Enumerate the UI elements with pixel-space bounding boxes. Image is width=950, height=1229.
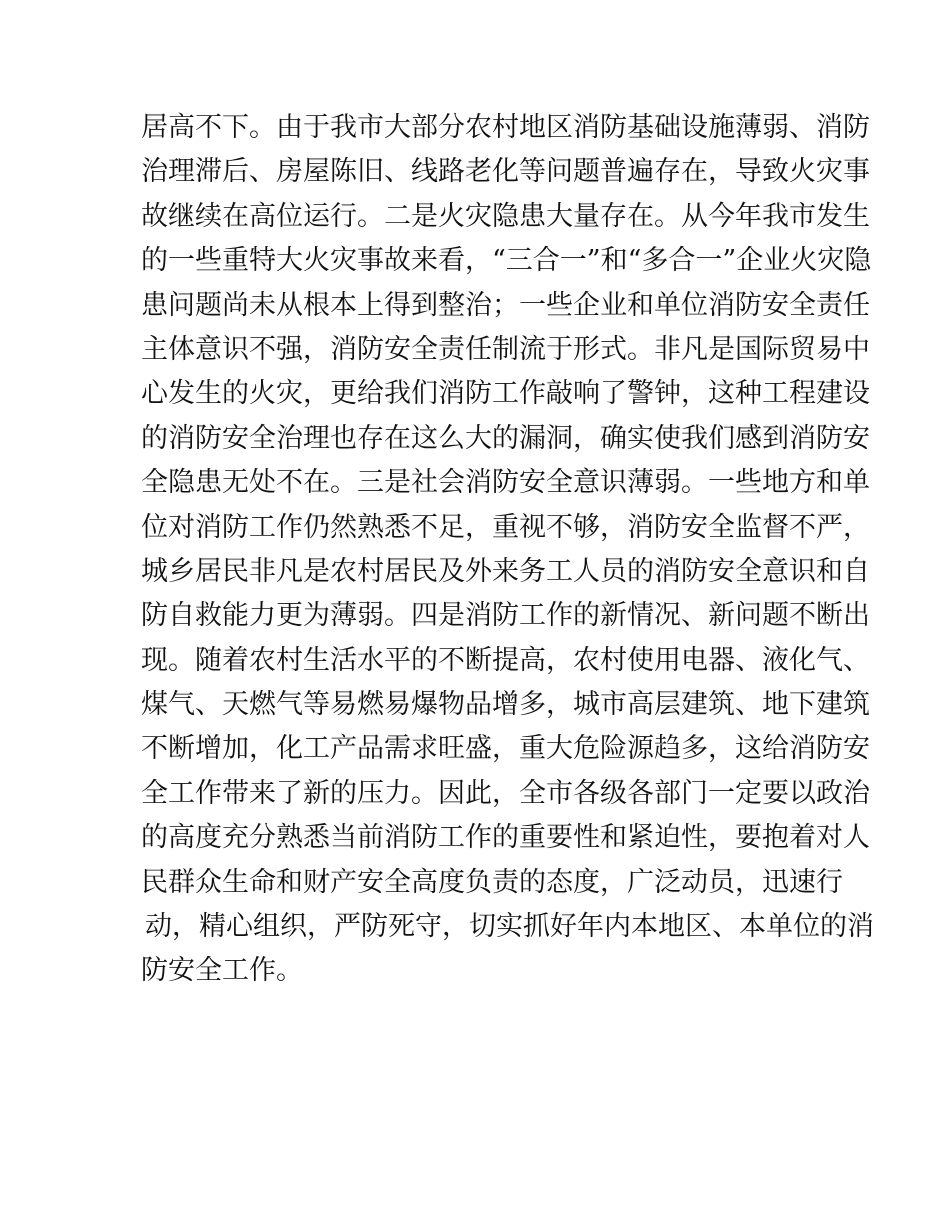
text-line: 不断增加，化工产品需求旺盛，重大危险源趋多，这给消防安 [141,733,870,765]
text-line: 防自救能力更为薄弱。四是消防工作的新情况、新问题不断出 [141,600,870,632]
text-line: 患问题尚未从根本上得到整治；一些企业和单位消防安全责任 [141,289,870,321]
text-line: 的消防安全治理也存在这么大的漏洞，确实使我们感到消防安 [141,422,870,454]
text-line: 城乡居民非凡是农村居民及外来务工人员的消防安全意识和自 [141,555,870,587]
text-line: 煤气、天燃气等易燃易爆物品增多，城市高层建筑、地下建筑 [141,689,870,721]
text-line: 动，精心组织，严防死守，切实抓好年内本地区、本单位的消 [145,911,874,943]
text-line: 的一些重特大火灾事故来看，“三合一”和“多合一”企业火灾隐 [141,245,872,277]
text-line: 治理滞后、房屋陈旧、线路老化等问题普遍存在，导致火灾事 [141,156,870,188]
text-line: 全工作带来了新的压力。因此，全市各级各部门一定要以政治 [141,777,870,809]
text-line: 主体意识不强，消防安全责任制流于形式。非凡是国际贸易中 [141,333,870,365]
text-line: 位对消防工作仍然熟悉不足，重视不够，消防安全监督不严， [141,511,870,543]
text-line: 防安全工作。 [141,955,303,987]
text-line: 现。随着农村生活水平的不断提高，农村使用电器、液化气、 [141,644,870,676]
text-line: 的高度充分熟悉当前消防工作的重要性和紧迫性，要抱着对人 [141,822,870,854]
text-line: 全隐患无处不在。三是社会消防安全意识薄弱。一些地方和单 [141,467,870,499]
text-line: 民群众生命和财产安全高度负责的态度，广泛动员，迅速行 [141,866,843,898]
text-line: 居高不下。由于我市大部分农村地区消防基础设施薄弱、消防 [141,112,870,143]
text-line: 心发生的火灾，更给我们消防工作敲响了警钟，这种工程建设 [141,378,870,410]
text-line: 故继续在高位运行。二是火灾隐患大量存在。从今年我市发生 [141,200,870,232]
body-paragraph [141,106,874,994]
